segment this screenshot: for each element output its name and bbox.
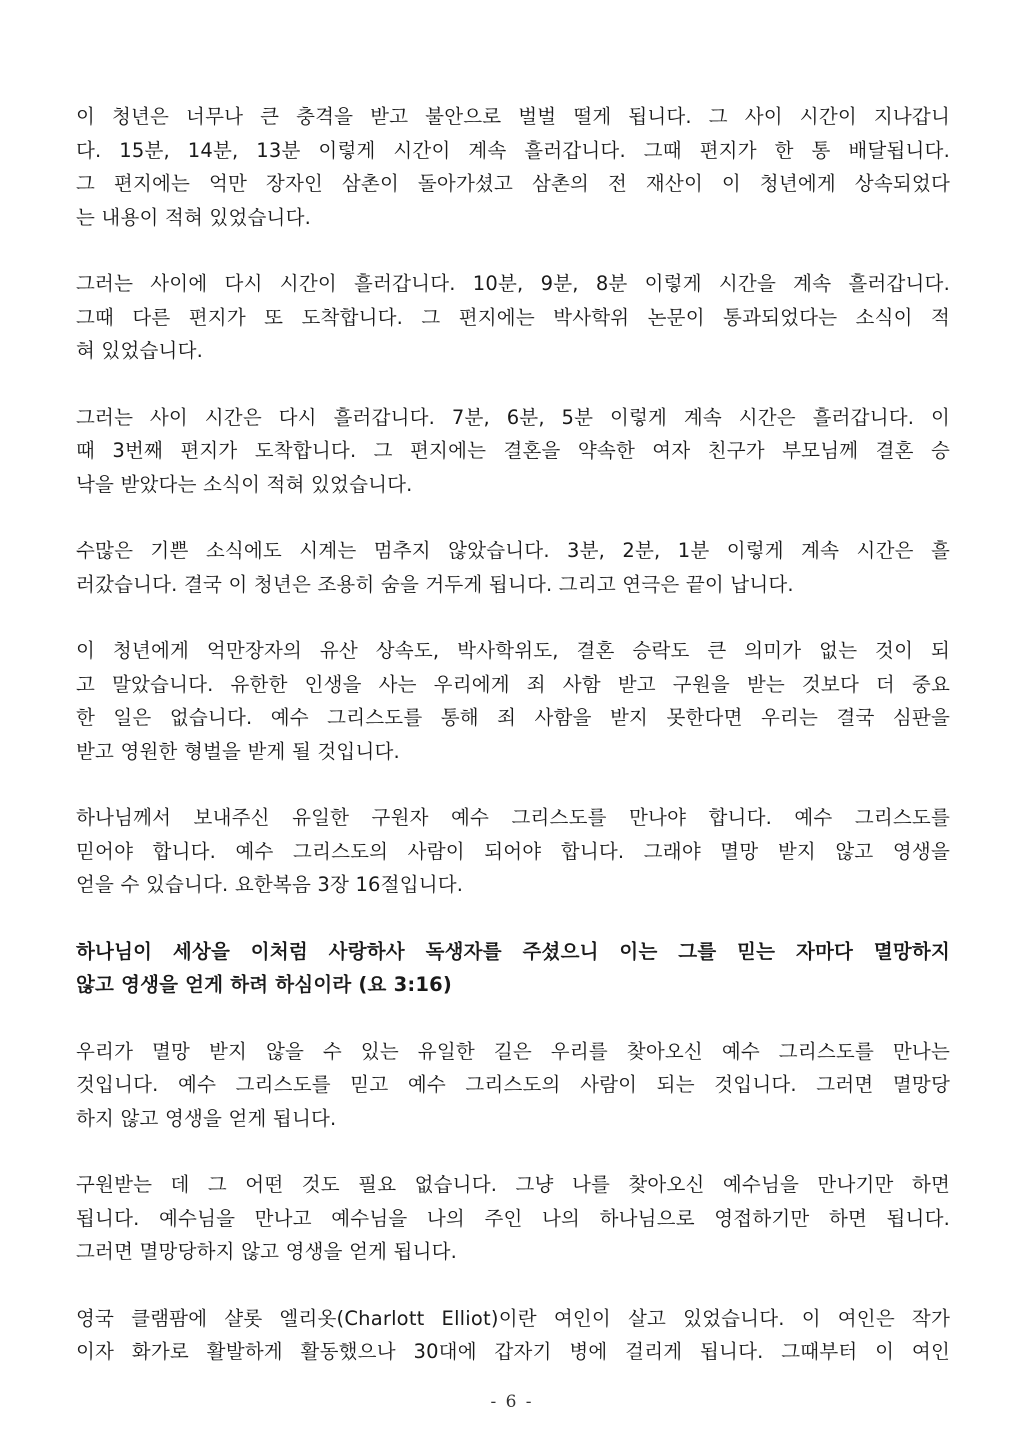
paragraph [76, 634, 950, 768]
text-line: 낙을 받았다는 소식이 적혀 있었습니다. [76, 472, 413, 496]
text-line: 구원받는 데 그 어떤 것도 필요 없습니다. 그냥 나를 찾아오신 예수님을 만나기만 하면 [76, 1173, 950, 1196]
text-line: 하나님이 세상을 이처럼 사랑하사 독생자를 주셨으니 이는 그를 믿는 자마다 멸망하지 [76, 939, 950, 963]
paragraph [76, 267, 950, 368]
text-line: 영국 클램팜에 샬롯 엘리옷(Charlott Elliot)이란 여인이 살고 있었습니다. 이 여인은 작가 [76, 1306, 950, 1330]
text-line: 받고 영원한 형벌을 받게 될 것입니다. [76, 739, 400, 763]
paragraph [76, 801, 950, 902]
text-line: 그러면 멸망당하지 않고 영생을 얻게 됩니다. [76, 1240, 458, 1263]
text-line: 그러는 사이에 다시 시간이 흘러갑니다. 10분, 9분, 8분 이렇게 시간을 계속 흘러갑니다. [76, 272, 950, 295]
text-line: 다. 15분, 14분, 13분 이렇게 시간이 계속 흘러갑니다. 그때 편지가 한 통 배달됩니다. [76, 138, 950, 162]
scripture-quote [76, 935, 950, 1002]
text-line: 그때 다른 편지가 또 도착합니다. 그 편지에는 박사학위 논문이 통과되었다는 소식이 적 [76, 305, 950, 329]
paragraph [76, 1302, 950, 1369]
text-line: 고 말았습니다. 유한한 인생을 사는 우리에게 죄 사함 받고 구원을 받는 것보다 더 중요 [76, 672, 950, 696]
paragraph [76, 1168, 950, 1269]
text-line: 이 청년에게 억만장자의 유산 상속도, 박사학위도, 결혼 승락도 큰 의미가 없는 것이 되 [76, 639, 950, 662]
text-line: 하지 않고 영생을 얻게 됩니다. [76, 1106, 337, 1130]
text-line: 않고 영생을 얻게 하려 하심이라 (요 3:16) [76, 973, 452, 996]
page-number: - 6 - [490, 1392, 534, 1412]
text-line: 혀 있었습니다. [76, 339, 204, 362]
text-line: 얻을 수 있습니다. 요한복음 3장 16절입니다. [76, 873, 464, 896]
body-text [76, 100, 950, 1402]
text-line: 수많은 기쁜 소식에도 시계는 멈추지 않았습니다. 3분, 2분, 1분 이렇게 계속 시간은 흘 [76, 539, 950, 562]
paragraph [76, 401, 950, 502]
text-line: 한 일은 없습니다. 예수 그리스도를 통해 죄 사함을 받지 못한다면 우리는 결국 심판을 [76, 706, 950, 729]
text-line: 는 내용이 적혀 있었습니다. [76, 205, 312, 229]
text-line: 하나님께서 보내주신 유일한 구원자 예수 그리스도를 만나야 합니다. 예수 그리스도를 [76, 806, 950, 829]
text-line: 그러는 사이 시간은 다시 흘러갑니다. 7분, 6분, 5분 이렇게 계속 시간은 흘러갑니다. 이 [76, 405, 950, 429]
paragraph [76, 100, 950, 234]
text-line: 러갔습니다. 결국 이 청년은 조용히 숨을 거두게 됩니다. 그리고 연극은 끝이 납니다. [76, 572, 794, 596]
text-line: 됩니다. 예수님을 만나고 예수님을 나의 주인 나의 하나님으로 영접하기만 하면 됩니다. [76, 1206, 950, 1230]
text-line: 그 편지에는 억만 장자인 삼촌이 돌아가셨고 삼촌의 전 재산이 이 청년에게 상속되었다 [76, 172, 950, 195]
text-line: 믿어야 합니다. 예수 그리스도의 사람이 되어야 합니다. 그래야 멸망 받지 않고 영생을 [76, 839, 950, 863]
paragraph [76, 1035, 950, 1136]
text-line: 것입니다. 예수 그리스도를 믿고 예수 그리스도의 사람이 되는 것입니다. 그러면 멸망당 [76, 1073, 950, 1096]
text-line: 때 3번째 편지가 도착합니다. 그 편지에는 결혼을 약속한 여자 친구가 부모님께 결혼 승 [76, 439, 950, 462]
paragraph [76, 534, 950, 601]
text-line: 우리가 멸망 받지 않을 수 있는 유일한 길은 우리를 찾아오신 예수 그리스도를 만나는 [76, 1039, 950, 1063]
text-line: 이 청년은 너무나 큰 충격을 받고 불안으로 벌벌 떨게 됩니다. 그 사이 시간이 지나갑니 [76, 105, 950, 128]
text-line: 이자 화가로 활발하게 활동했으나 30대에 갑자기 병에 걸리게 됩니다. 그때부터 이 여인 [76, 1340, 950, 1363]
